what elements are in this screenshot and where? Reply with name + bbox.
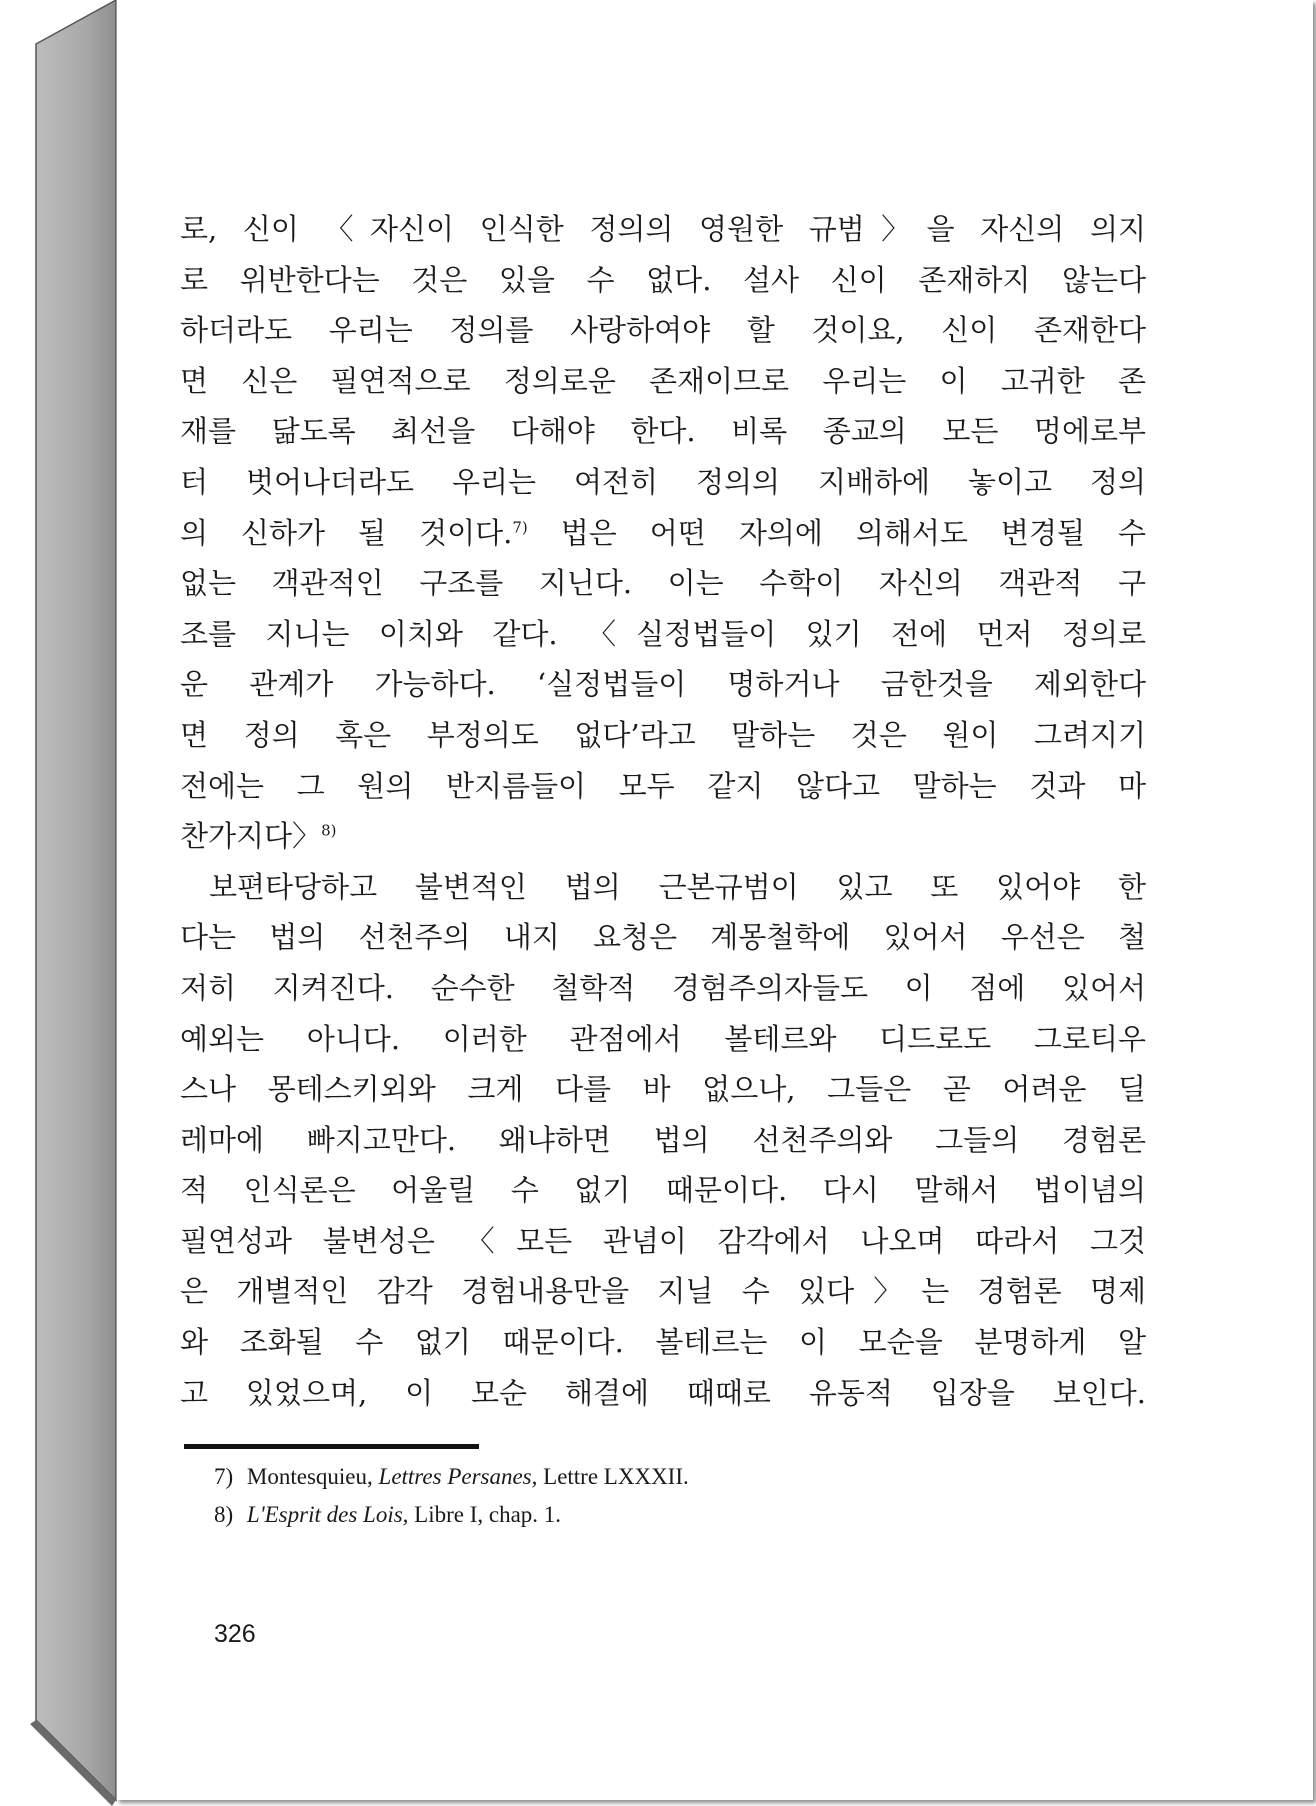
text-line: 와 조화될 수 없기 때문이다. 볼테르는 이 모순을 분명하게 알 bbox=[180, 1325, 1146, 1360]
text-line: 적 인식론은 어울릴 수 없기 때문이다. 다시 말해서 법이념의 bbox=[180, 1173, 1146, 1208]
footnote-7 bbox=[214, 1458, 1114, 1496]
footnotes bbox=[214, 1458, 1114, 1534]
text-line: 로, 신이 〈자신이 인식한 정의의 영원한 규범〉을 자신의 의지 bbox=[180, 212, 1146, 246]
body-text bbox=[180, 204, 1146, 1418]
text-line: 보편타당하고 불변적인 법의 근본규범이 있고 또 있어야 한 bbox=[209, 869, 1146, 904]
text-line: 은 개별적인 감각 경험내용만을 지닐 수 있다〉는 경험론 명제 bbox=[180, 1274, 1146, 1309]
text-line: 없는 객관적인 구조를 지닌다. 이는 수학이 자신의 객관적 구 bbox=[180, 566, 1146, 601]
text-fragment: 찬가지다〉 bbox=[180, 819, 322, 854]
text-fragment: 법은 어떤 자의에 의해서도 변경될 수 bbox=[560, 515, 1146, 550]
text-line: 고 있었으며, 이 모순 해결에 때때로 유동적 입장을 보인다. bbox=[180, 1375, 1146, 1410]
page-number: 326 bbox=[214, 1620, 256, 1648]
book-spine-edge bbox=[0, 0, 130, 1806]
footnote-number: 8) bbox=[214, 1502, 234, 1527]
footnote-detail: Libre I, chap. 1. bbox=[414, 1502, 562, 1527]
text-line-with-footnote bbox=[180, 811, 1146, 862]
footnote-author: Montesquieu, bbox=[246, 1464, 373, 1489]
footnote-detail: Lettre LXXXII. bbox=[543, 1464, 689, 1489]
text-line: 운 관계가 가능하다. ‘실정법들이 명하거나 금한것을 제외한다 bbox=[180, 667, 1146, 702]
text-line: 다는 법의 선천주의 내지 요청은 계몽철학에 있어서 우선은 철 bbox=[180, 920, 1146, 955]
footnote-separator bbox=[184, 1444, 479, 1449]
footnote-ref-7: 7) bbox=[512, 517, 528, 536]
text-line: 예외는 아니다. 이러한 관점에서 볼테르와 디드로도 그로티우 bbox=[180, 1021, 1146, 1056]
text-line: 레마에 빠지고만다. 왜냐하면 법의 선천주의와 그들의 경험론 bbox=[180, 1122, 1146, 1157]
footnote-number: 7) bbox=[214, 1464, 234, 1489]
footnote-title: L'Esprit des Lois, bbox=[246, 1502, 409, 1527]
text-line: 스나 몽테스키외와 크게 다를 바 없으나, 그들은 곧 어려운 딜 bbox=[180, 1072, 1146, 1107]
text-line: 저히 지켜진다. 순수한 철학적 경험주의자들도 이 점에 있어서 bbox=[180, 970, 1146, 1005]
footnote-8 bbox=[214, 1496, 1114, 1534]
text-line: 면 신은 필연적으로 정의로운 존재이므로 우리는 이 고귀한 존 bbox=[180, 363, 1146, 398]
text-line: 조를 지니는 이치와 같다. 〈실정법들이 있기 전에 먼저 정의로 bbox=[180, 616, 1146, 651]
text-line: 면 정의 혹은 부정의도 없다’라고 말하는 것은 원이 그려지기 bbox=[180, 717, 1146, 752]
text-line: 로 위반한다는 것은 있을 수 없다. 설사 신이 존재하지 않는다 bbox=[180, 262, 1146, 297]
text-line: 전에는 그 원의 반지름들이 모두 같지 않다고 말하는 것과 마 bbox=[180, 768, 1146, 803]
text-line: 재를 닮도록 최선을 다해야 한다. 비록 종교의 모든 멍에로부 bbox=[180, 414, 1146, 449]
text-line: 필연성과 불변성은 〈모든 관념이 감각에서 나오며 따라서 그것 bbox=[180, 1223, 1146, 1258]
text-fragment: 의 신하가 될 것이다. bbox=[180, 515, 513, 550]
text-line: 하더라도 우리는 정의를 사랑하여야 할 것이요, 신이 존재한다 bbox=[180, 313, 1146, 348]
text-line: 터 벗어나더라도 우리는 여전히 정의의 지배하에 놓이고 정의 bbox=[180, 464, 1146, 499]
footnote-ref-8: 8) bbox=[321, 821, 337, 840]
text-line-with-footnote bbox=[180, 508, 1146, 559]
footnote-title: Lettres Persanes, bbox=[378, 1464, 538, 1489]
